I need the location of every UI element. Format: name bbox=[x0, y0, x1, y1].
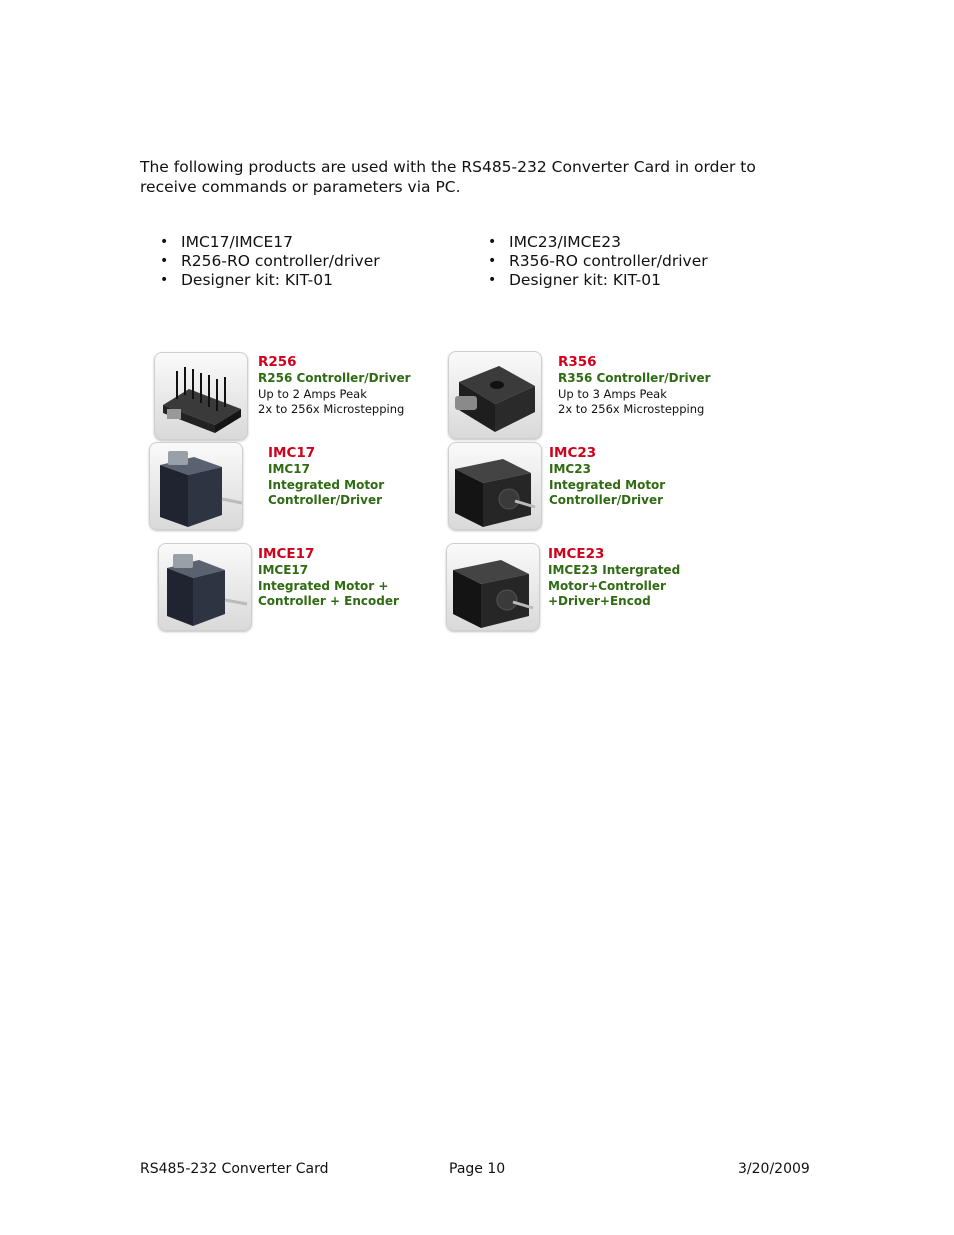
product-line: 2x to 256x Microstepping bbox=[558, 402, 705, 416]
product-line: Up to 2 Amps Peak bbox=[258, 386, 367, 401]
product-name: IMC23 bbox=[549, 445, 597, 461]
list-item: • Designer kit: KIT-01 bbox=[488, 271, 708, 290]
product-line: Integrated Motor + bbox=[258, 578, 389, 593]
product-line: IMC17 bbox=[268, 462, 310, 476]
product-list-right bbox=[488, 233, 708, 290]
product-line: Controller/Driver bbox=[268, 493, 383, 507]
list-item: • IMC23/IMCE23 bbox=[488, 233, 708, 252]
list-item: • IMC17/IMCE17 bbox=[160, 233, 380, 252]
list-item: • Designer kit: KIT-01 bbox=[160, 271, 380, 290]
product-line: Up to 3 Amps Peak bbox=[558, 386, 667, 401]
product-line: IMCE23 Intergrated bbox=[548, 563, 681, 577]
product-line: Controller/Driver bbox=[549, 493, 664, 507]
product-line: Integrated Motor bbox=[549, 477, 666, 492]
product-line: IMC23 bbox=[549, 462, 591, 476]
product-line: Controller + Encoder bbox=[258, 594, 399, 608]
product-line: Motor+Controller bbox=[548, 578, 666, 593]
r356-image bbox=[448, 351, 542, 439]
product-line: R356 Controller/Driver bbox=[558, 371, 711, 385]
product-line: IMCE17 bbox=[258, 563, 309, 577]
footer-date: 3/20/2009 bbox=[738, 1161, 810, 1177]
list-item: • R356-RO controller/driver bbox=[488, 252, 708, 271]
product-line: R256 Controller/Driver bbox=[258, 371, 411, 385]
imc17-image bbox=[149, 442, 243, 530]
imc23-image bbox=[448, 442, 542, 530]
imce23-image bbox=[446, 543, 540, 631]
list-item: • R256-RO controller/driver bbox=[160, 252, 380, 271]
product-line: +Driver+Encod bbox=[548, 594, 651, 608]
product-list-left bbox=[160, 233, 380, 290]
product-line: 2x to 256x Microstepping bbox=[258, 402, 405, 416]
footer-page-number: Page 10 bbox=[449, 1161, 506, 1177]
r256-image bbox=[154, 352, 248, 440]
imce17-image bbox=[158, 543, 252, 631]
product-name: IMCE23 bbox=[548, 546, 605, 562]
product-name: IMC17 bbox=[268, 445, 316, 461]
footer-left: RS485-232 Converter Card bbox=[140, 1161, 329, 1177]
product-name: R256 bbox=[258, 354, 297, 370]
product-line: Integrated Motor bbox=[268, 477, 385, 492]
product-name: R356 bbox=[558, 354, 597, 370]
product-name: IMCE17 bbox=[258, 546, 315, 562]
intro-paragraph: The following products are used with the RS485-232 Converter Card in order to receive commands or parameters via PC. bbox=[140, 158, 756, 196]
